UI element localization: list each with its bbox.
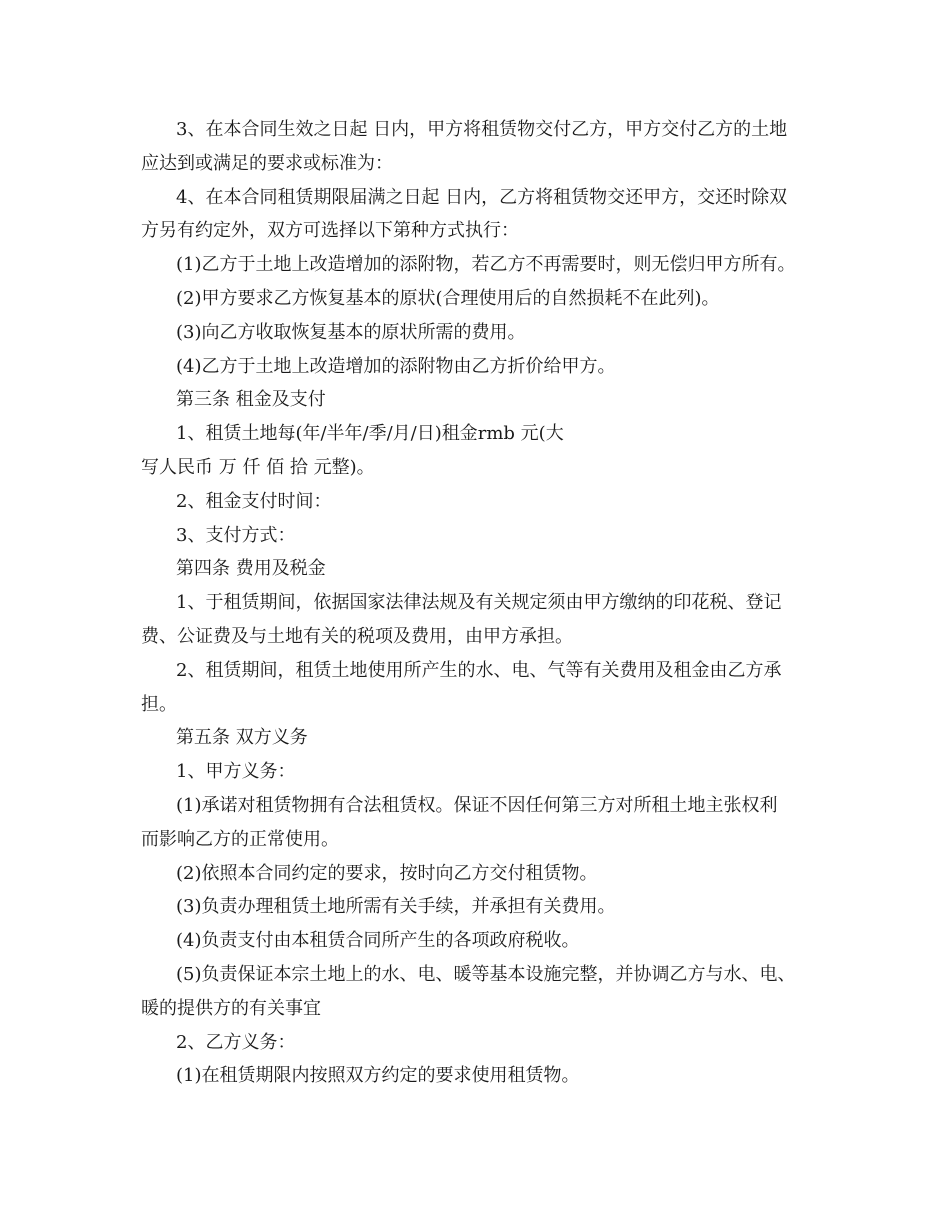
text-line: (2)甲方要求乙方恢复基本的原状(合理使用后的自然损耗不在此列)。 bbox=[176, 287, 720, 309]
text-line: 2、租赁期间，租赁土地使用所产生的水、电、气等有关费用及租金由乙方承 bbox=[176, 659, 782, 681]
text-line: 第五条 双方义务 bbox=[176, 727, 308, 749]
text-line: 第四条 费用及税金 bbox=[176, 558, 326, 580]
text-line: (1)乙方于土地上改造增加的添附物，若乙方不再需要时，则无偿归甲方所有。 bbox=[176, 254, 796, 276]
text-line: (5)负责保证本宗土地上的水、电、暖等基本设施完整，并协调乙方与水、电、 bbox=[176, 963, 796, 985]
text-line: 1、于租赁期间，依据国家法律法规及有关规定须由甲方缴纳的印花税、登记 bbox=[176, 592, 782, 614]
text-line: 而影响乙方的正常使用。 bbox=[141, 828, 339, 850]
text-line: 3、在本合同生效之日起 日内，甲方将租赁物交付乙方，甲方交付乙方的土地 bbox=[176, 119, 788, 140]
text-line: 费、公证费及与土地有关的税项及费用，由甲方承担。 bbox=[141, 625, 573, 647]
text-line: 写人民币 万 仟 佰 拾 元整)。 bbox=[141, 456, 375, 478]
text-line: 4、在本合同租赁期限届满之日起 日内，乙方将租赁物交还甲方，交还时除双 bbox=[176, 186, 788, 208]
text-line: 暖的提供方的有关事宜 bbox=[141, 997, 321, 1019]
text-line: 2、乙方义务： bbox=[176, 1031, 296, 1053]
text-line: 2、租金支付时间： bbox=[176, 490, 332, 512]
text-line: (4)乙方于土地上改造增加的添附物由乙方折价给甲方。 bbox=[176, 355, 616, 377]
text-line: (3)向乙方收取恢复基本的原状所需的费用。 bbox=[176, 321, 526, 343]
text-line: (3)负责办理租赁土地所需有关手续，并承担有关费用。 bbox=[176, 896, 616, 918]
text-line: 担。 bbox=[141, 693, 177, 715]
text-line: 1、租赁土地每(年/半年/季/月/日)租金rmb 元(大 bbox=[176, 423, 564, 445]
text-line: 第三条 租金及支付 bbox=[176, 389, 326, 411]
text-line: 方另有约定外，双方可选择以下第种方式执行： bbox=[141, 220, 519, 242]
text-line: (1)承诺对租赁物拥有合法租赁权。保证不因任何第三方对所租土地主张权利 bbox=[176, 794, 778, 816]
text-line: 3、支付方式： bbox=[176, 524, 296, 546]
text-line: 应达到或满足的要求或标准为： bbox=[141, 152, 393, 174]
text-line: 1、甲方义务： bbox=[176, 761, 296, 783]
document-body bbox=[141, 113, 831, 1093]
text-line: (4)负责支付由本租赁合同所产生的各项政府税收。 bbox=[176, 930, 580, 952]
text-line: (2)依照本合同约定的要求，按时向乙方交付租赁物。 bbox=[176, 862, 598, 884]
text-line: (1)在租赁期限内按照双方约定的要求使用租赁物。 bbox=[176, 1065, 580, 1087]
